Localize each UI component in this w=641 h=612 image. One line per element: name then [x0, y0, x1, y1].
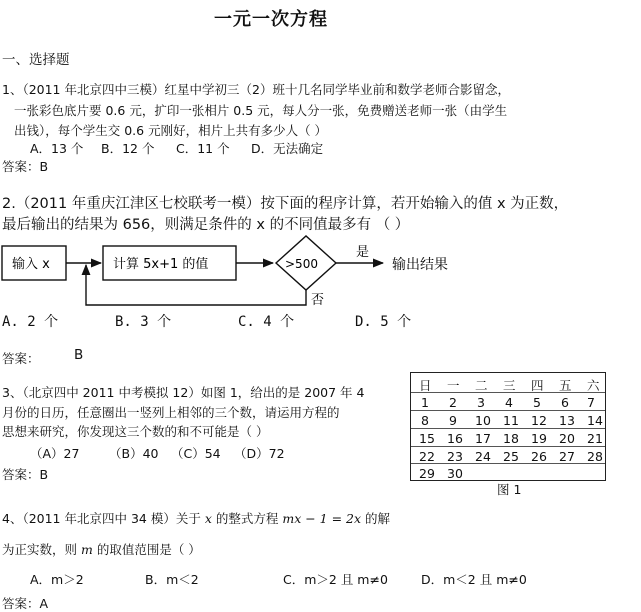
- calendar-day: 24: [475, 449, 491, 464]
- calendar-table: [410, 372, 606, 481]
- q2-option-d: D. 5 个: [355, 314, 412, 330]
- q1-option-c: C．11 个: [176, 141, 230, 156]
- q1-option-a: A．13 个: [30, 141, 84, 156]
- q3-option-a: （A）27: [30, 446, 80, 461]
- document-title: 一元一次方程: [214, 9, 328, 30]
- calendar-caption: 图 1: [497, 482, 522, 497]
- q4-equation: mx − 1 = 2x: [282, 511, 362, 526]
- yes-label: 是: [356, 245, 370, 260]
- q1-option-d: D．无法确定: [251, 141, 324, 156]
- calendar-header-cell: 日: [419, 378, 432, 393]
- calendar-header-cell: 四: [531, 378, 544, 393]
- calendar-day: 10: [475, 413, 491, 428]
- input-box-label: 输入 x: [12, 257, 50, 272]
- calendar-day: 29: [419, 466, 435, 481]
- calendar-day: 30: [447, 466, 463, 481]
- calendar-header-cell: 一: [447, 378, 460, 393]
- calendar-day: 23: [447, 449, 463, 464]
- calendar-day: 18: [503, 431, 519, 446]
- q1-line1: 1、（2011 年北京四中三模）红星中学初三（2）班十几名同学毕业前和数学老师合影留念，: [2, 82, 510, 97]
- q2-line2: 最后输出的结果为 656，则满足条件的 x 的不同值最多有 （ ）: [2, 217, 410, 233]
- calendar-day: 5: [533, 395, 541, 410]
- section-heading: 一、选择题: [2, 52, 70, 68]
- calendar-day: 14: [587, 413, 603, 428]
- q2-line1: 2.（2011 年重庆江津区七校联考一模）按下面的程序计算，若开始输入的值 x 为正数，: [2, 196, 569, 212]
- q4-option-c: C．m＞2 且 m≠0: [283, 572, 388, 587]
- calendar-day: 28: [587, 449, 603, 464]
- calendar-day: 4: [505, 395, 513, 410]
- q4-variable-m: m: [80, 542, 93, 557]
- calendar-day: 1: [421, 395, 429, 410]
- calendar-day: 20: [559, 431, 575, 446]
- calendar-header-cell: 三: [503, 378, 516, 393]
- calendar-day: 7: [587, 395, 595, 410]
- calendar-day: 27: [559, 449, 575, 464]
- calendar-header-cell: 六: [587, 378, 600, 393]
- q4-line2-pre: 为正实数，则: [2, 542, 81, 557]
- q4-answer: 答案：A: [2, 596, 49, 611]
- calendar-day: 19: [531, 431, 547, 446]
- q3-option-c: （C）54: [171, 446, 221, 461]
- no-label: 否: [311, 293, 325, 308]
- q4-variable-x: x: [204, 511, 212, 526]
- output-label: 输出结果: [392, 257, 448, 273]
- q4-line1-post: 的解: [361, 511, 391, 526]
- q1-line3: 出钱），每个学生交 0.6 元刚好，相片上共有多少人（ ）: [14, 123, 328, 138]
- calendar-day: 11: [503, 413, 519, 428]
- calendar-day: 12: [531, 413, 547, 428]
- q2-option-b: B. 3 个: [115, 314, 172, 330]
- calendar-header-row: [411, 374, 605, 394]
- q2-option-a: A. 2 个: [2, 314, 59, 330]
- q4-line2: [2, 540, 201, 558]
- calendar-header-cell: 五: [559, 378, 572, 393]
- decision-label: >500: [285, 257, 318, 271]
- q4-line2-post: 的取值范围是（ ）: [92, 542, 201, 557]
- calendar-day: 13: [559, 413, 575, 428]
- calendar-day: 6: [561, 395, 569, 410]
- q3-line1: 3、（北京四中 2011 中考模拟 12）如图 1，给出的是 2007 年 4: [2, 385, 365, 400]
- calendar-day: 15: [419, 431, 435, 446]
- calendar-day: 2: [449, 395, 457, 410]
- q4-line1: [2, 509, 390, 527]
- q2-option-c: C. 4 个: [238, 314, 295, 330]
- q3-line2: 月份的日历，任意圈出一竖列上相邻的三个数，请运用方程的: [2, 405, 340, 420]
- q3-option-d: （D）72: [234, 446, 285, 461]
- calendar-day: 3: [477, 395, 485, 410]
- calendar-day: 8: [421, 413, 429, 428]
- q3-option-b: （B）40: [109, 446, 159, 461]
- calendar-day: 22: [419, 449, 435, 464]
- q1-option-b: B．12 个: [101, 141, 155, 156]
- q3-line3: 思想来研究，你发现这三个数的和不可能是（ ）: [2, 424, 269, 439]
- calendar-day: 16: [447, 431, 463, 446]
- q4-option-b: B．m＜2: [145, 572, 199, 587]
- program-flowchart: [0, 226, 641, 312]
- q1-line2: 一张彩色底片要 0.6 元，扩印一张相片 0.5 元，每人分一张，免费赠送老师一张（由学生: [14, 103, 508, 118]
- q2-answer-value: B: [74, 347, 84, 363]
- q4-option-d: D．m＜2 且 m≠0: [421, 572, 527, 587]
- calendar-day: 26: [531, 449, 547, 464]
- calendar-day: 9: [449, 413, 457, 428]
- q4-option-a: A．m＞2: [30, 572, 84, 587]
- q1-answer: 答案：B: [2, 159, 49, 174]
- q2-answer-label: 答案：: [2, 351, 40, 366]
- compute-box-label: 计算 5x+1 的值: [113, 257, 209, 272]
- q4-line1-pre: 4、（2011 年北京四中 34 模）关于: [2, 511, 205, 526]
- calendar-day: 25: [503, 449, 519, 464]
- q4-line1-mid: 的整式方程: [211, 511, 283, 526]
- calendar-day: 17: [475, 431, 491, 446]
- calendar-day: 21: [587, 431, 603, 446]
- q3-answer: 答案：B: [2, 467, 49, 482]
- calendar-header-cell: 二: [475, 378, 488, 393]
